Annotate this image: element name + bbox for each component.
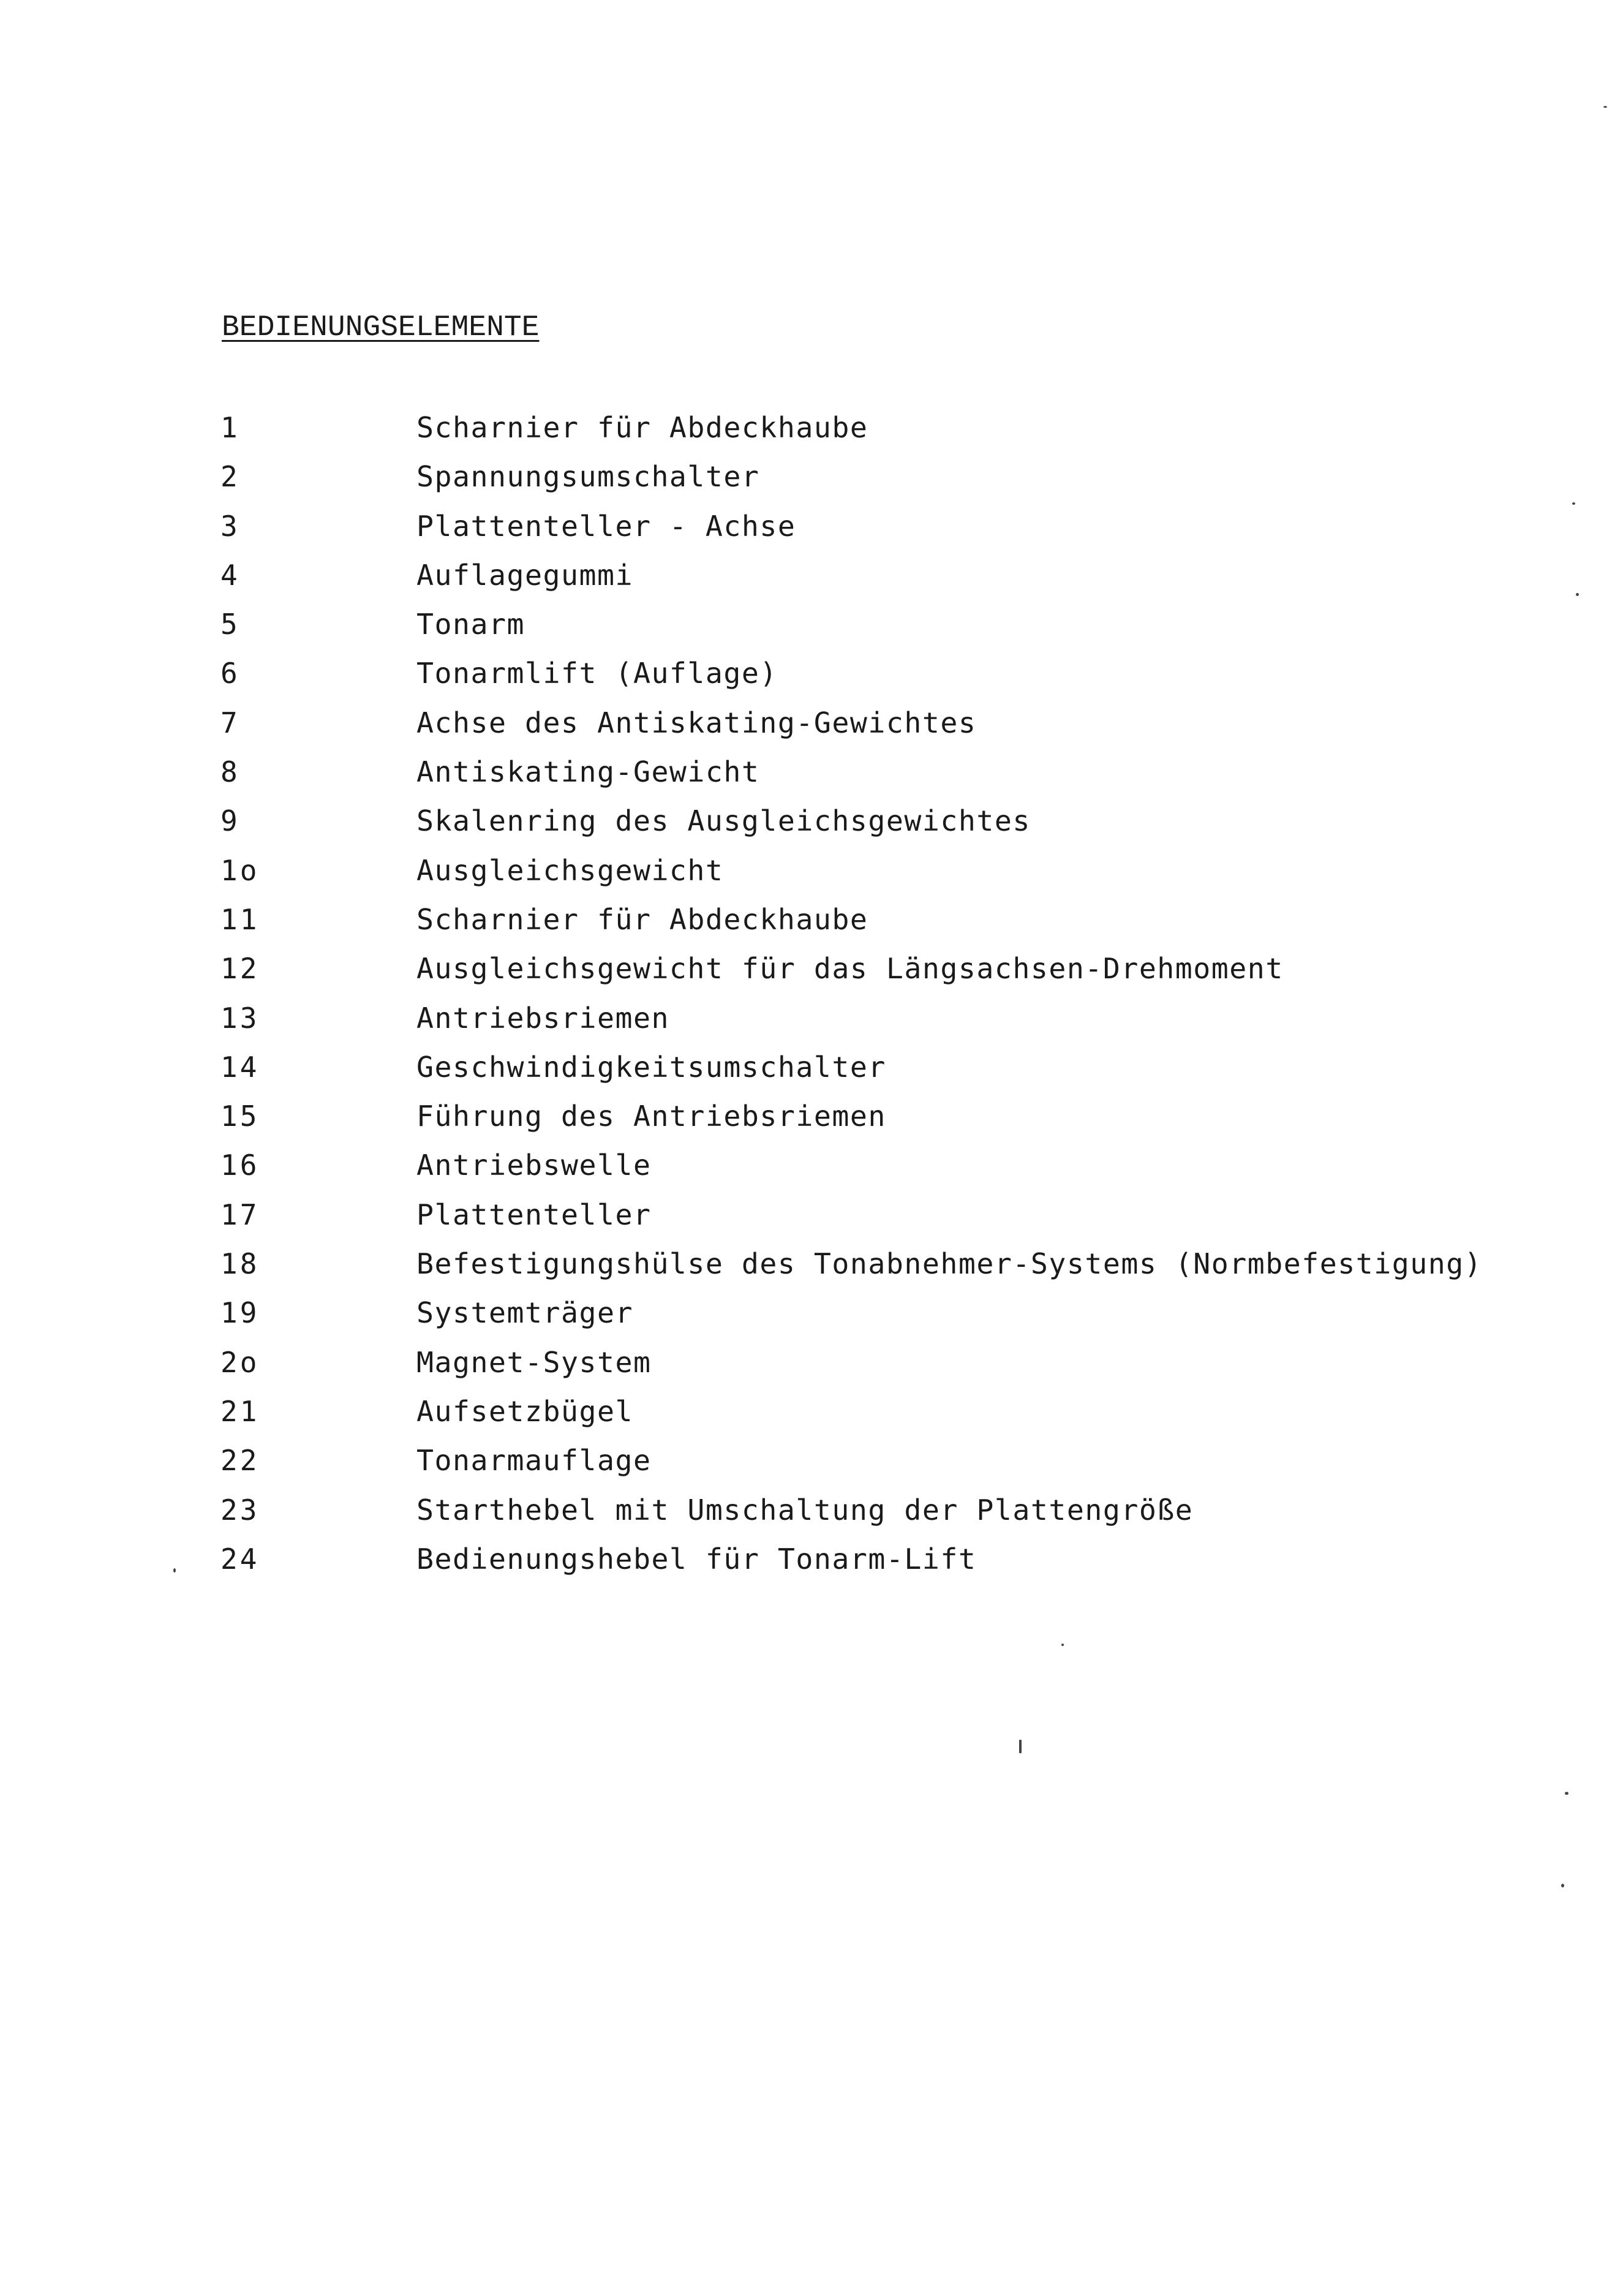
- item-number: 15: [220, 1100, 260, 1133]
- item-number: 3: [220, 509, 240, 543]
- item-label: Bedienungshebel für Tonarm-Lift: [416, 1542, 977, 1576]
- item-label: Plattenteller - Achse: [416, 509, 796, 543]
- item-label: Tonarmlift (Auflage): [416, 657, 778, 690]
- item-number: 2o: [220, 1345, 260, 1379]
- item-number: 8: [220, 755, 240, 789]
- item-label: Antriebsriemen: [416, 1001, 669, 1035]
- item-number: 18: [220, 1247, 260, 1281]
- document-heading: BEDIENUNGSELEMENTE: [222, 311, 540, 344]
- list-item: [0, 1442, 1623, 1491]
- item-label: Aufsetzbügel: [416, 1394, 633, 1428]
- item-label: Starthebel mit Umschaltung der Plattengröße: [416, 1493, 1194, 1527]
- item-label: Achse des Antiskating-Gewichtes: [416, 706, 977, 739]
- item-number: 23: [220, 1493, 260, 1527]
- list-item: [0, 655, 1623, 704]
- list-item: [0, 458, 1623, 507]
- list-item: [0, 1344, 1623, 1393]
- list-item: [0, 802, 1623, 852]
- list-item: [0, 1196, 1623, 1245]
- list-item: [0, 753, 1623, 802]
- list-item: [0, 557, 1623, 606]
- item-label: Magnet-System: [416, 1345, 652, 1379]
- item-label: Plattenteller: [416, 1198, 652, 1231]
- controls-list: [0, 409, 1623, 1590]
- list-item: [0, 409, 1623, 458]
- list-item: [0, 1049, 1623, 1098]
- item-number: 9: [220, 804, 240, 838]
- list-item: [0, 852, 1623, 901]
- item-number: 2: [220, 460, 240, 494]
- item-number: 17: [220, 1198, 260, 1231]
- list-item: [0, 1147, 1623, 1196]
- item-number: 5: [220, 608, 240, 641]
- item-number: 11: [220, 902, 260, 936]
- scan-speck: [173, 1568, 176, 1573]
- list-item: [0, 1541, 1623, 1590]
- scan-speck: [1565, 1792, 1568, 1795]
- scan-speck: [1603, 106, 1607, 108]
- list-item: [0, 704, 1623, 753]
- item-number: 13: [220, 1001, 260, 1035]
- list-item: [0, 1245, 1623, 1294]
- item-number: 16: [220, 1149, 260, 1182]
- item-label: Systemträger: [416, 1296, 633, 1330]
- item-label: Scharnier für Abdeckhaube: [416, 411, 868, 444]
- item-number: 6: [220, 657, 240, 690]
- item-label: Skalenring des Ausgleichsgewichtes: [416, 804, 1031, 838]
- list-item: [0, 606, 1623, 655]
- item-label: Auflagegummi: [416, 558, 633, 592]
- list-item: [0, 901, 1623, 950]
- item-label: Geschwindigkeitsumschalter: [416, 1050, 886, 1084]
- item-label: Scharnier für Abdeckhaube: [416, 902, 868, 936]
- item-number: 19: [220, 1296, 260, 1330]
- item-label: Führung des Antriebsriemen: [416, 1100, 886, 1133]
- item-label: Tonarmauflage: [416, 1444, 652, 1478]
- item-number: 22: [220, 1444, 260, 1478]
- list-item: [0, 508, 1623, 557]
- list-item: [0, 1492, 1623, 1541]
- item-number: 1o: [220, 853, 260, 887]
- item-label: Antiskating-Gewicht: [416, 755, 760, 789]
- item-label: Tonarm: [416, 608, 525, 641]
- list-item: [0, 950, 1623, 999]
- item-number: 24: [220, 1542, 260, 1576]
- item-label: Spannungsumschalter: [416, 460, 760, 494]
- scan-speck: [1572, 502, 1575, 505]
- list-item: [0, 1098, 1623, 1147]
- scan-speck: [1061, 1644, 1064, 1646]
- scan-speck: [1576, 593, 1579, 596]
- list-item: [0, 1393, 1623, 1442]
- list-item: [0, 1294, 1623, 1343]
- item-number: 7: [220, 706, 240, 739]
- item-number: 14: [220, 1050, 260, 1084]
- item-number: 12: [220, 952, 260, 986]
- item-label: Ausgleichsgewicht für das Längsachsen-Drehmoment: [416, 952, 1284, 986]
- item-number: 21: [220, 1394, 260, 1428]
- list-item: [0, 1000, 1623, 1049]
- item-label: Antriebswelle: [416, 1149, 652, 1182]
- item-label: Befestigungshülse des Tonabnehmer-Systems (Normbefestigung): [416, 1247, 1483, 1281]
- item-number: 4: [220, 558, 240, 592]
- scan-speck: [1019, 1740, 1022, 1753]
- item-label: Ausgleichsgewicht: [416, 853, 724, 887]
- scan-speck: [1561, 1884, 1564, 1887]
- item-number: 1: [220, 411, 240, 444]
